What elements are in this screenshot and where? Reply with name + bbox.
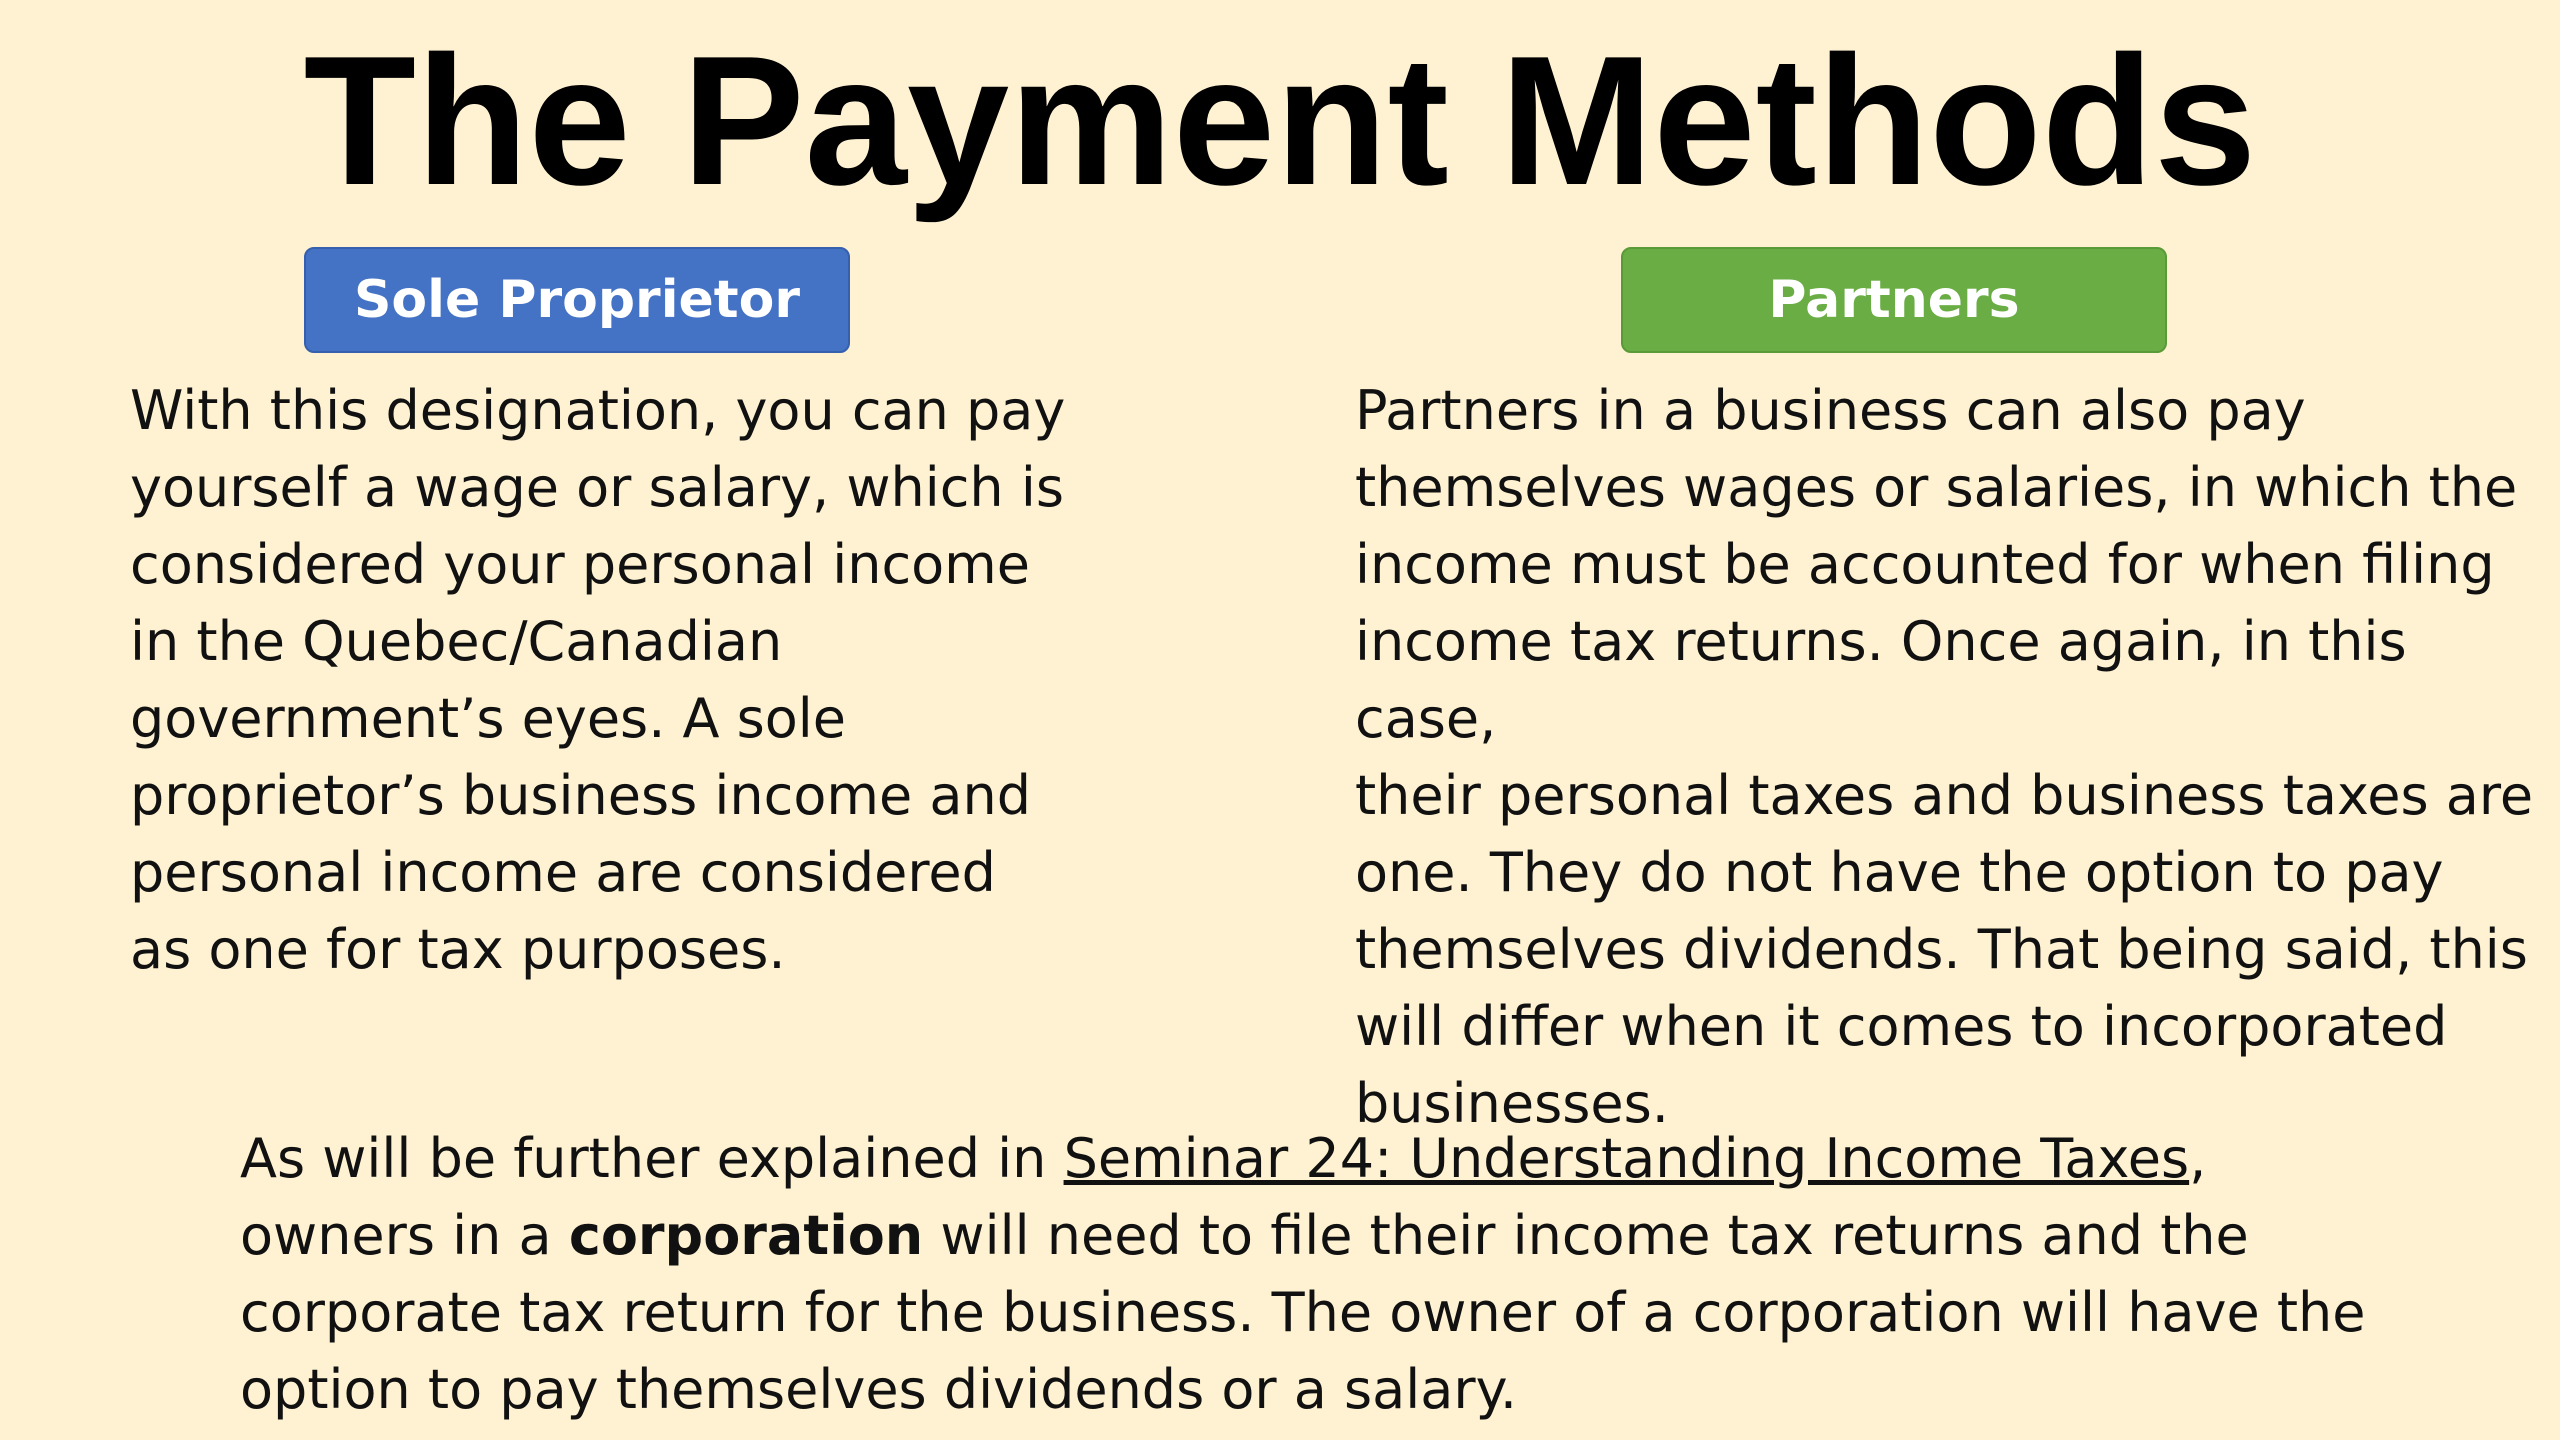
partners-label-text: Partners (1768, 270, 2020, 330)
sole-proprietor-label (304, 247, 850, 353)
corporation-note (240, 1120, 2440, 1428)
corporation-note-after-link: , owners in a (240, 1127, 2207, 1267)
corporation-term: corporation (568, 1204, 924, 1267)
sole-proprietor-description: With this designation, you can pay yourself a wage or salary, which is considered your personal income in the Quebec/Canadian government’s eyes. A sole proprietor’s business income and personal income are considered as one for tax purposes. (130, 379, 1066, 981)
slide-title: The Payment Methods (303, 17, 2257, 223)
seminar-24-link[interactable]: Seminar 24: Understanding Income Taxes (1063, 1127, 2190, 1190)
partners-description: Partners in a business can also pay themselves wages or salaries, in which the income must be accounted for when filing income tax returns. Once again, in this case, their personal taxes and business taxes are one. They do not have the option to pay themselves dividends. That being said, this will differ when it comes to incorporated businesses. (1355, 379, 2534, 1135)
corporation-note-rest: will need to file their income tax returns and the corporate tax return for the business. The owner of a corporation will have the option to pay themselves dividends or a salary. (240, 1204, 2366, 1421)
partners-label (1621, 247, 2167, 353)
corporation-note-intro: As will be further explained in (240, 1127, 1064, 1190)
sole-proprietor-label-text: Sole Proprietor (353, 270, 801, 330)
